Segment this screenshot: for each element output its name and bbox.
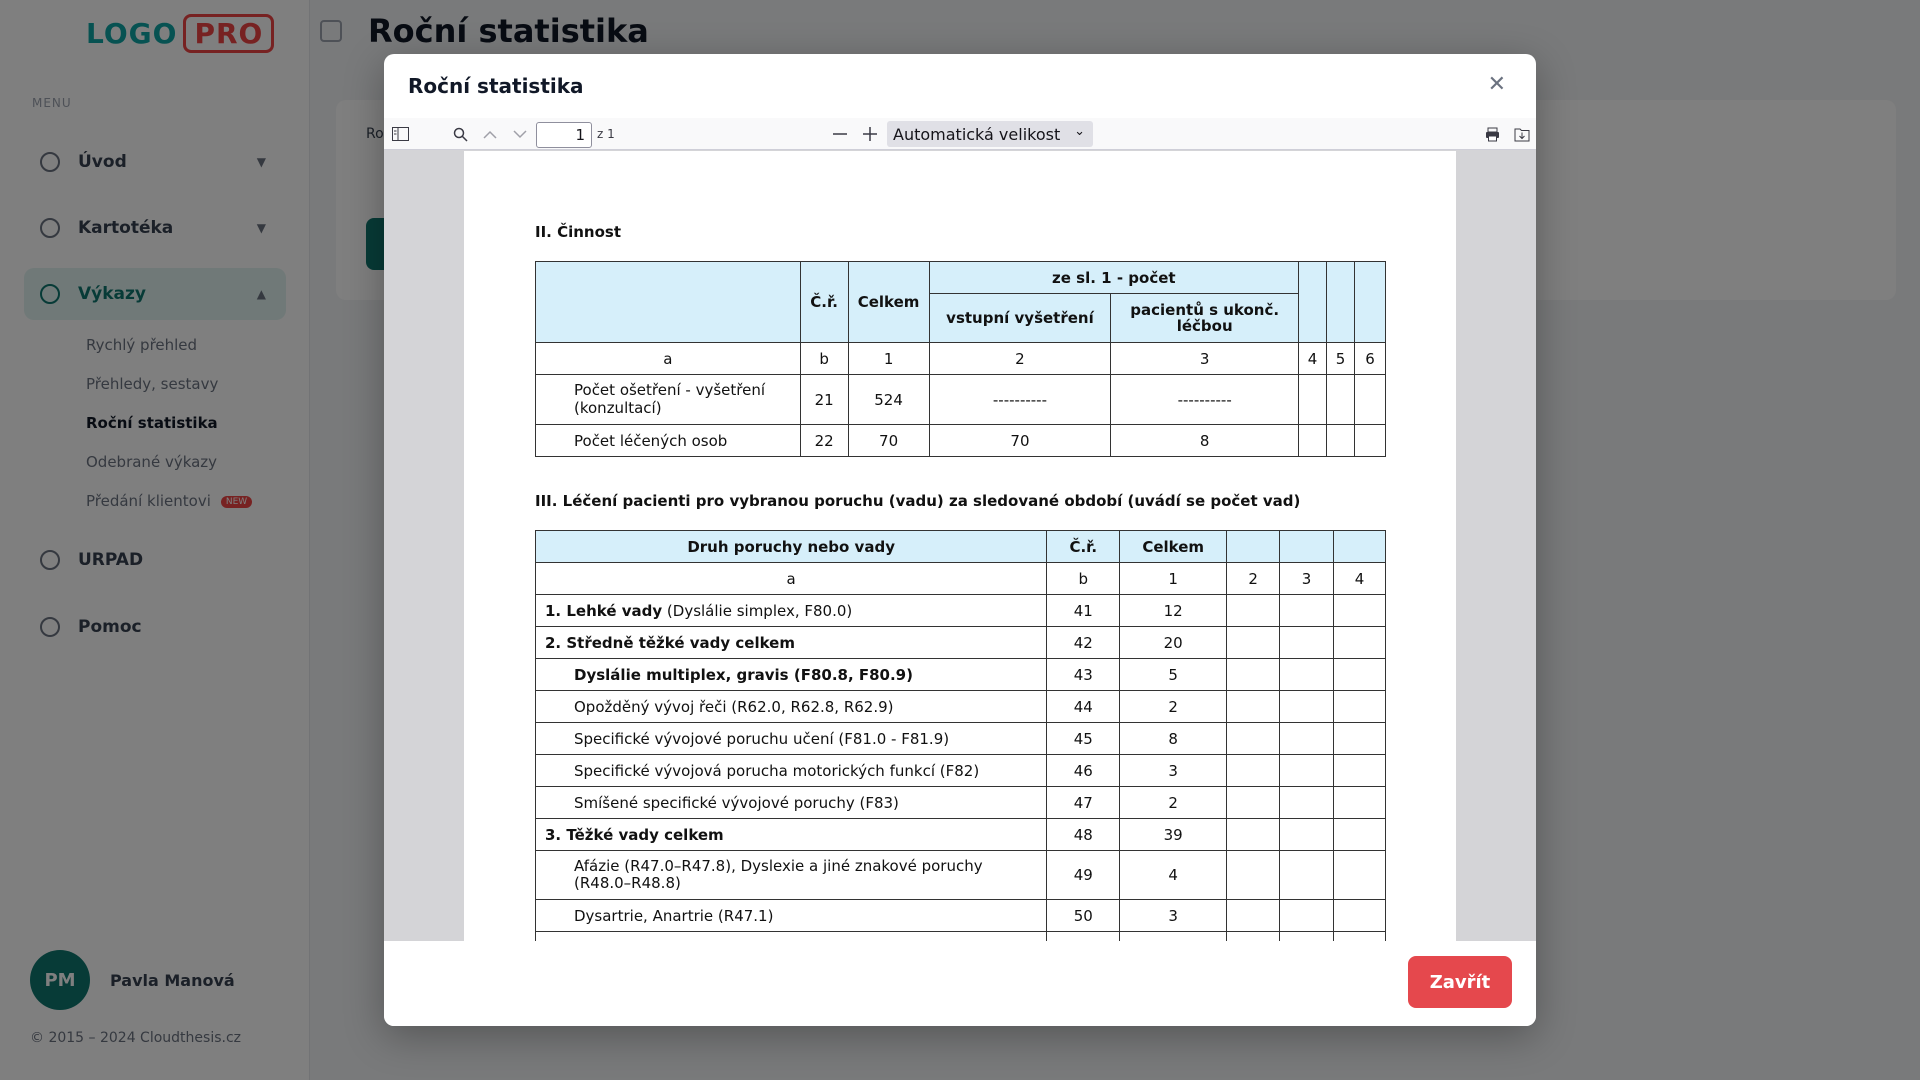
table-row [536,595,1386,627]
table-cell [1227,691,1280,723]
table-cell: b [800,343,848,375]
table-cell [1280,691,1334,723]
table-cell [1334,691,1386,723]
table-cell [1334,932,1386,942]
table-cell [536,595,1047,627]
statistics-modal [384,54,1536,1026]
table-header-cell: Druh poruchy nebo vady [536,531,1047,563]
table-header-cell [1327,262,1355,343]
table-cell: 45 [1047,723,1120,755]
table-cell [1227,851,1280,900]
row-label-bold: 2. Středně těžké vady celkem [545,633,795,652]
table-cell: 43 [1047,659,1120,691]
table-cell: ---------- [1111,375,1299,425]
table-header-cell: Č.ř. [800,262,848,343]
table-header-cell [1227,531,1280,563]
chevron-down-icon[interactable] [508,123,532,145]
table-index-row [536,563,1386,595]
table-cell [1280,723,1334,755]
table-cell: a [536,563,1047,595]
table-cell [1354,425,1385,457]
modal-header [384,54,1536,118]
table-cell [1227,787,1280,819]
table-cell [1280,755,1334,787]
table-row [536,627,1386,659]
table-cell [1227,627,1280,659]
table-cell: 6 [1354,343,1385,375]
table-cell: 1 [848,343,929,375]
table-cell: 4 [1120,851,1227,900]
table-header-cell: ze sl. 1 - počet [929,262,1298,294]
table-header-cell [536,262,801,343]
table-cell [1334,659,1386,691]
table-cell [1227,819,1280,851]
table-cell: b [1047,563,1120,595]
download-icon[interactable] [1510,123,1534,145]
table-cell: 3 [1111,343,1299,375]
table-index-row [536,343,1386,375]
table-cell [1227,723,1280,755]
table-cell: Počet ošetření - vyšetření (konzultací) [536,375,801,425]
table-cell: 3 [1280,563,1334,595]
table-row [536,787,1386,819]
table-cell [1327,375,1355,425]
table-row [536,723,1386,755]
table-cell: 2 [929,343,1111,375]
chevron-down-icon: ⌄ [1074,124,1085,139]
row-label-bold: Dyslálie multiplex, gravis (F80.8, F80.9) [574,665,913,684]
table-cell: 4 [1334,563,1386,595]
table-cell [1280,659,1334,691]
table-cell [1299,425,1327,457]
sidebar-toggle-icon[interactable] [388,123,412,145]
page-count: z 1 [597,127,615,141]
row-label-bold: 3. Těžké vady celkem [545,825,724,844]
table-cell: Afázie (R47.0–R47.8), Dyslexie a jiné znakové poruchy (R48.0–R48.8) [536,851,1047,900]
table-cell: 22 [800,425,848,457]
close-icon[interactable]: ✕ [1487,72,1506,97]
table-row [536,851,1386,900]
table-cell: 5 [1120,659,1227,691]
table-cell: 5 [1327,343,1355,375]
table-cell: 70 [929,425,1111,457]
modal-footer [384,941,1536,1026]
table-cell: 20 [1120,627,1227,659]
table-cell [1334,723,1386,755]
table-cell [1334,787,1386,819]
page-number-input[interactable] [536,122,592,148]
pdf-toolbar [384,118,1536,150]
table-cell: 70 [848,425,929,457]
table-cell: 3 [1120,755,1227,787]
activity-table [535,261,1386,457]
table-cell [1334,595,1386,627]
close-button[interactable]: Zavřít [1408,956,1512,1008]
table-row [536,755,1386,787]
chevron-up-icon[interactable] [478,123,502,145]
pdf-viewer [384,118,1536,941]
table-cell [1354,375,1385,425]
table-header-cell [1299,262,1327,343]
table-cell: Opožděný vývoj řeči (R62.0, R62.8, R62.9) [536,691,1047,723]
table-cell [1334,755,1386,787]
table-cell [1280,787,1334,819]
zoom-in-icon[interactable] [858,123,882,145]
table-cell: 8 [1120,723,1227,755]
table-cell: 3 [1120,900,1227,932]
table-cell [1280,900,1334,932]
table-cell [536,659,1047,691]
table-header-cell: pacientů s ukonč. léčbou [1111,294,1299,343]
row-label-bold: 1. Lehké vady [545,601,663,620]
table-cell [1047,932,1120,942]
table-cell: ---------- [929,375,1111,425]
table-cell [1120,932,1227,942]
table-cell: 2 [1227,563,1280,595]
table-header-row [536,531,1386,563]
disorders-table [535,530,1386,941]
table-cell [536,932,1047,942]
table-row [536,819,1386,851]
table-cell [1334,900,1386,932]
table-header-cell [1280,531,1334,563]
row-label: (Dyslálie simplex, F80.0) [662,601,853,620]
table-cell [1227,900,1280,932]
table-cell [1227,595,1280,627]
table-cell [1280,851,1334,900]
table-cell: Dysartrie, Anartrie (R47.1) [536,900,1047,932]
table-cell: 46 [1047,755,1120,787]
table-cell: 39 [1120,819,1227,851]
pdf-page [464,151,1456,941]
table-cell: Smíšené specifické vývojové poruchy (F83) [536,787,1047,819]
table-cell: 2 [1120,691,1227,723]
modal-title: Roční statistika [408,74,584,98]
table-header-cell [1334,531,1386,563]
search-icon[interactable] [448,123,472,145]
table-cell: 49 [1047,851,1120,900]
table-cell: Specifické vývojová porucha motorických funkcí (F82) [536,755,1047,787]
table-cell [1227,755,1280,787]
table-cell: 1 [1120,563,1227,595]
table-row [536,932,1386,942]
print-icon[interactable] [1480,123,1504,145]
table-cell: 4 [1299,343,1327,375]
section-title: II. Činnost [535,223,621,241]
table-row [536,659,1386,691]
zoom-value: Automatická velikost [893,124,1061,144]
table-cell: 21 [800,375,848,425]
zoom-out-icon[interactable] [828,123,852,145]
table-cell: 8 [1111,425,1299,457]
table-header-cell: Celkem [848,262,929,343]
table-cell: Počet léčených osob [536,425,801,457]
table-cell: 524 [848,375,929,425]
table-cell: 2 [1120,787,1227,819]
table-cell [1280,819,1334,851]
table-cell [536,627,1047,659]
table-cell [1334,627,1386,659]
table-cell: a [536,343,801,375]
table-cell [1334,819,1386,851]
table-header-cell: vstupní vyšetření [929,294,1111,343]
table-cell: 44 [1047,691,1120,723]
table-row [536,691,1386,723]
zoom-select[interactable] [887,121,1093,147]
table-header-cell: Celkem [1120,531,1227,563]
table-header-cell: Č.ř. [1047,531,1120,563]
table-cell [1227,659,1280,691]
table-cell [1299,375,1327,425]
table-cell: 50 [1047,900,1120,932]
table-row [536,900,1386,932]
table-cell [1334,851,1386,900]
table-cell [1280,932,1334,942]
table-row [536,375,1386,425]
table-cell: 41 [1047,595,1120,627]
table-cell: 12 [1120,595,1227,627]
section-title: III. Léčení pacienti pro vybranou poruchu (vadu) za sledované období (uvádí se počet vad) [535,492,1301,510]
table-cell [1327,425,1355,457]
table-cell: 42 [1047,627,1120,659]
table-cell [1280,627,1334,659]
table-cell: 47 [1047,787,1120,819]
table-header-cell [1354,262,1385,343]
table-cell [1280,595,1334,627]
table-cell [1227,932,1280,942]
table-row [536,425,1386,457]
table-cell [536,819,1047,851]
table-cell: 48 [1047,819,1120,851]
table-cell: Specifické vývojové poruchu učení (F81.0 - F81.9) [536,723,1047,755]
